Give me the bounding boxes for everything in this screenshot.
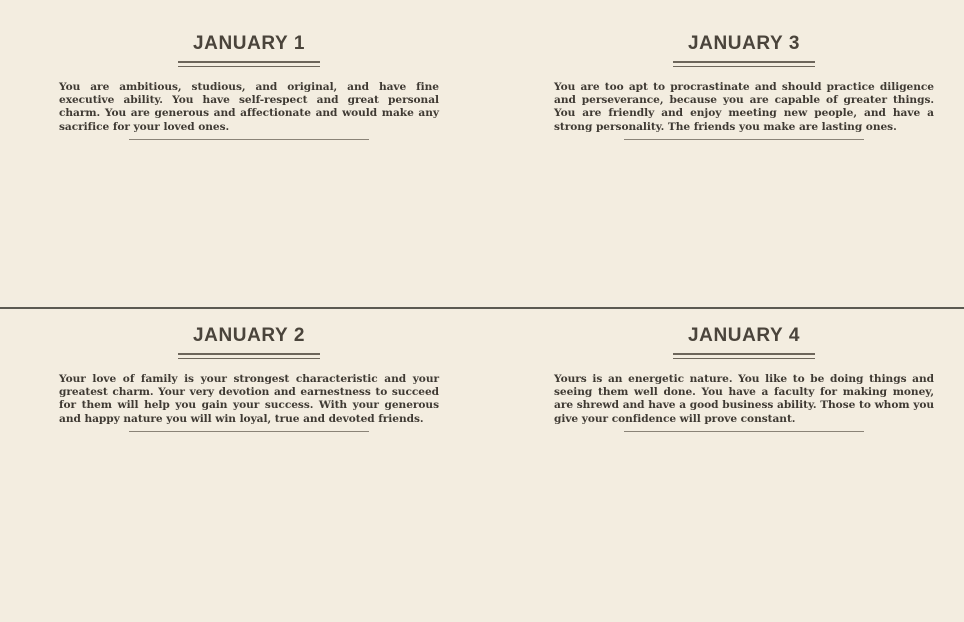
entry-date-title: JANUARY 3	[687, 33, 801, 54]
entry-description: Yours is an energetic nature. You like to be doing things and seeing them well done. You have a faculty for making money, are shrewd and have a good business ability. Those to whom you give your confidence will prove constant.	[554, 373, 934, 425]
entry-description: You are too apt to procrastinate and should practice diligence and perseverance, because you are capable of greater things. You are friendly and enjoy meeting new people, and have a strong personality. The friends you make are lasting ones.	[554, 81, 934, 133]
page-divider	[0, 307, 964, 309]
rule-divider	[129, 139, 369, 140]
entry-january-3	[554, 33, 934, 140]
entry-january-2	[59, 325, 439, 432]
entry-date-title: JANUARY 1	[192, 33, 306, 54]
entry-date-title: JANUARY 2	[192, 325, 306, 346]
rule-divider	[624, 139, 864, 140]
double-rule-divider	[178, 61, 320, 67]
entry-date-title: JANUARY 4	[687, 325, 801, 346]
double-rule-divider	[673, 353, 815, 359]
entry-description: Your love of family is your strongest characteristic and your greatest charm. Your very devotion and earnestness to succeed for them will help you gain your success. With your generous and happy nature you will win loyal, true and devoted friends.	[59, 373, 439, 425]
entry-january-1	[59, 33, 439, 140]
rule-divider	[624, 431, 864, 432]
rule-divider	[129, 431, 369, 432]
double-rule-divider	[673, 61, 815, 67]
double-rule-divider	[178, 353, 320, 359]
entry-description: You are ambitious, studious, and original, and have fine executive ability. You have self-respect and great personal charm. You are generous and affectionate and would make any sacrifice for your loved ones.	[59, 81, 439, 133]
entry-january-4	[554, 325, 934, 432]
